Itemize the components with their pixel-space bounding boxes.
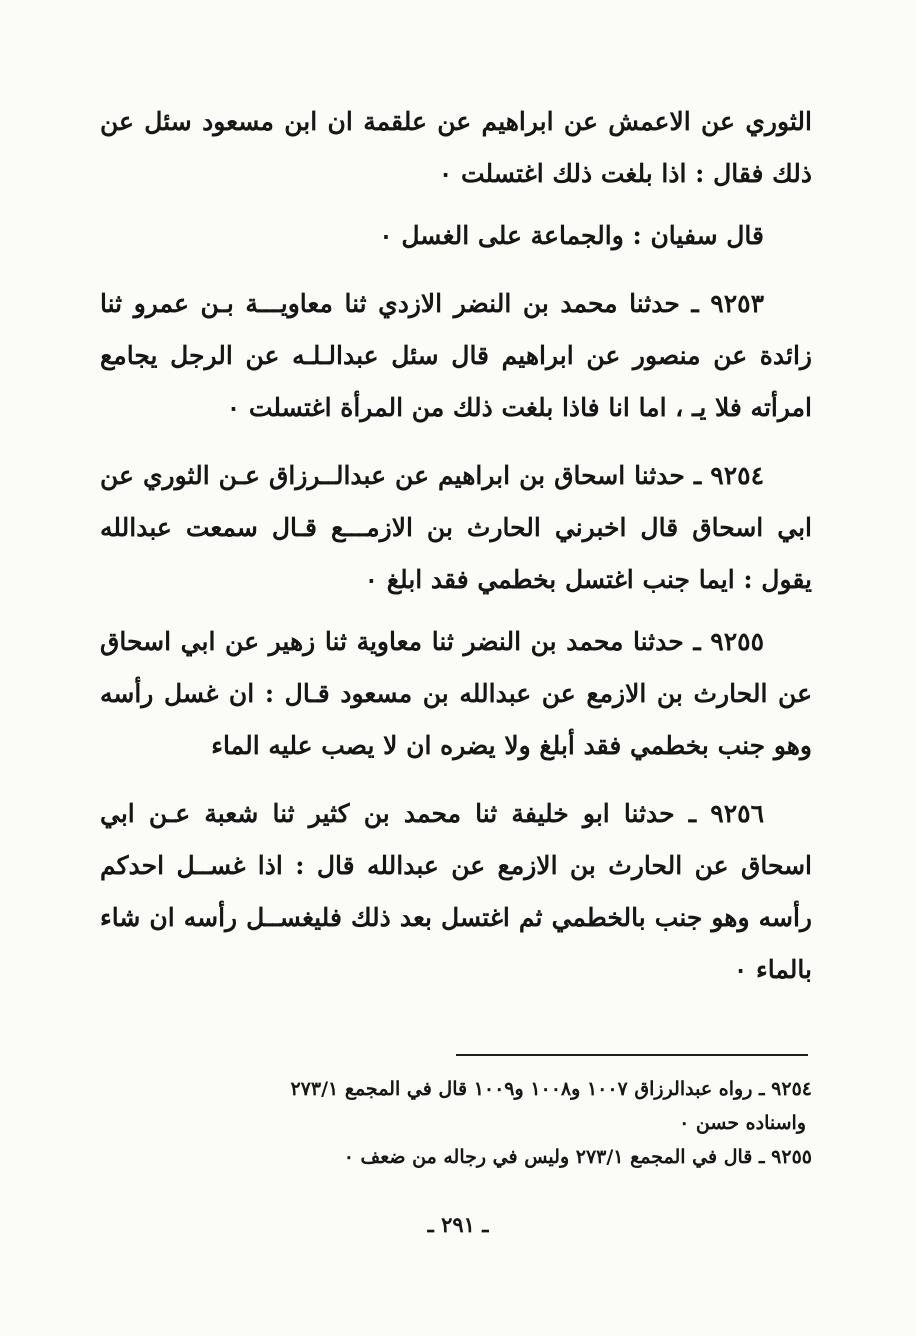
page-number: ـ ٢٩١ ـ (427, 1212, 489, 1237)
hadith-9255: ٩٢٥٥ ـ حدثنا محمد بن النضر ثنا معاوية ثنا زهير عن ابي اسحاق عن الحارث بن الازمع عن عبدالله بن مسعود قـال : ان غسل رأسه وهو جنب بخطمي فقد أبلغ ولا يضره ان لا يصب عليه الماء (100, 627, 812, 760)
hadith-9256: ٩٢٥٦ ـ حدثنا ابو خليفة ثنا محمد بن كثير ثنا شعبة عـن ابي اسحاق عن الحارث بن الازمع عن عبدالله قال : اذا غســل احدكم رأسه وهو جنب بالخطمي ثم اغتسل بعد ذلك فليغســل رأسه ان شاء بالماء ٠ (100, 799, 812, 984)
footnotes (100, 1072, 812, 1174)
footnote-9255: ٩٢٥٥ ـ قال في المجمع ٢٧٣/١ وليس في رجاله من ضعف ٠ (343, 1146, 812, 1168)
footnote-9254-continuation: واسناده حسن ٠ (679, 1112, 806, 1134)
paragraph-1: الثوري عن الاعمش عن ابراهيم عن علقمة ان ابن مسعود سئل عن ذلك فقال : اذا بلغت ذلك اغتسلت ٠ (100, 107, 812, 188)
paragraph-2: قال سفيان : والجماعة على الغسل ٠ (379, 221, 764, 250)
footnote-9254: ٩٢٥٤ ـ رواه عبدالرزاق ١٠٠٧ و١٠٠٨ و١٠٠٩ قال في المجمع ٢٧٣/١ (290, 1078, 812, 1100)
hadith-9253: ٩٢٥٣ ـ حدثنا محمد بن النضر الازدي ثنا معاويـــة بـن عمرو ثنا زائدة عن منصور عن ابراهيم قال سئل عبدالـلـه عن الرجل يجامع امرأته فلا يـ ، اما انا فاذا بلغت ذلك من المرأة اغتسلت ٠ (100, 289, 812, 422)
footnote-divider (456, 1054, 808, 1056)
hadith-9254: ٩٢٥٤ ـ حدثنا اسحاق بن ابراهيم عن عبدالــرزاق عـن الثوري عن ابي اسحاق قال اخبرني الحارث بن الازمـــع قـال سمعت عبدالله يقول : ايما جنب اغتسل بخطمي فقد ابلغ ٠ (100, 461, 812, 594)
